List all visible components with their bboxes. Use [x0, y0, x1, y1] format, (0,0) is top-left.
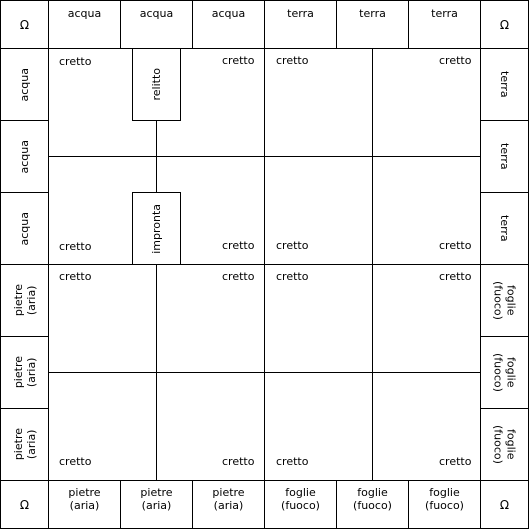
tile-label: pietre (aria) [11, 284, 38, 317]
tile-label: terra [498, 71, 511, 98]
bottom-tile-5[interactable] [336, 480, 409, 529]
top-tile-3[interactable] [192, 0, 265, 49]
card-label: impronta [150, 203, 163, 254]
bl-label-bottom-left: cretto [59, 455, 92, 468]
tile-label: foglie (fuoco) [281, 486, 320, 512]
br-label-bottom-left: cretto [276, 455, 309, 468]
left-tile-6[interactable] [0, 408, 49, 481]
top-tile-6[interactable] [408, 0, 481, 49]
right-tile-1[interactable] [480, 48, 529, 121]
left-tile-4[interactable] [0, 264, 49, 337]
omega-icon: Ω [499, 17, 510, 32]
right-tile-4[interactable] [480, 264, 529, 337]
tile-label: terra [431, 7, 458, 20]
bottom-tile-6[interactable] [408, 480, 481, 529]
bl-label-top-right: cretto [222, 270, 255, 283]
tr-vertical-divider [372, 48, 373, 264]
top-tile-1[interactable] [48, 0, 121, 49]
bottom-tile-1[interactable] [48, 480, 121, 529]
omega-icon: Ω [499, 497, 510, 512]
tile-label: foglie (fuoco) [353, 486, 392, 512]
bl-label-top-left: cretto [59, 270, 92, 283]
bottom-tile-4[interactable] [264, 480, 337, 529]
br-label-top-left: cretto [276, 270, 309, 283]
tile-label: acqua [67, 7, 102, 20]
br-vertical-divider [372, 264, 373, 480]
tile-label: terra [287, 7, 314, 20]
left-tile-1[interactable] [0, 48, 49, 121]
tile-label: terra [498, 215, 511, 242]
top-tile-5[interactable] [336, 0, 409, 49]
tile-label: acqua [18, 139, 31, 174]
tl-vertical-divider-mid [156, 120, 157, 193]
top-tile-4[interactable] [264, 0, 337, 49]
tl-label-top-left: cretto [59, 55, 92, 68]
tile-label: pietre (aria) [11, 428, 38, 461]
bl-vertical-divider [156, 264, 157, 480]
tile-label: foglie (fuoco) [491, 353, 518, 392]
tl-label-bottom-right: cretto [222, 239, 255, 252]
tr-label-top-right: cretto [439, 54, 472, 67]
corner-top-right[interactable] [480, 0, 529, 49]
left-tile-3[interactable] [0, 192, 49, 265]
tile-label: acqua [18, 67, 31, 102]
omega-icon: Ω [19, 497, 30, 512]
tile-label: pietre (aria) [212, 486, 245, 512]
tile-label: acqua [139, 7, 174, 20]
left-tile-5[interactable] [0, 336, 49, 409]
bottom-tile-2[interactable] [120, 480, 193, 529]
omega-icon: Ω [19, 17, 30, 32]
corner-bottom-left[interactable] [0, 480, 49, 529]
tile-label: pietre (aria) [140, 486, 173, 512]
tl-label-top-right: cretto [222, 54, 255, 67]
right-tile-3[interactable] [480, 192, 529, 265]
left-tile-2[interactable] [0, 120, 49, 193]
tile-label: pietre (aria) [11, 356, 38, 389]
center-horizontal-divider [48, 264, 481, 265]
br-label-bottom-right: cretto [439, 455, 472, 468]
corner-top-left[interactable] [0, 0, 49, 49]
bl-label-bottom-right: cretto [222, 455, 255, 468]
right-tile-2[interactable] [480, 120, 529, 193]
tr-label-top-left: cretto [276, 54, 309, 67]
tl-label-bottom-left: cretto [59, 240, 92, 253]
tr-label-bottom-right: cretto [439, 239, 472, 252]
card-label: relitto [150, 68, 163, 101]
tile-label: terra [498, 143, 511, 170]
tile-label: acqua [211, 7, 246, 20]
tile-label: foglie (fuoco) [491, 425, 518, 464]
tile-label: foglie (fuoco) [425, 486, 464, 512]
impronta-card[interactable] [132, 192, 181, 265]
tr-label-bottom-left: cretto [276, 239, 309, 252]
bottom-tile-3[interactable] [192, 480, 265, 529]
right-tile-5[interactable] [480, 336, 529, 409]
tile-label: terra [359, 7, 386, 20]
tile-label: acqua [18, 211, 31, 246]
br-label-top-right: cretto [439, 270, 472, 283]
right-tile-6[interactable] [480, 408, 529, 481]
relitto-card[interactable] [132, 48, 181, 121]
tile-label: foglie (fuoco) [491, 281, 518, 320]
top-tile-2[interactable] [120, 0, 193, 49]
corner-bottom-right[interactable] [480, 480, 529, 529]
tile-label: pietre (aria) [68, 486, 101, 512]
